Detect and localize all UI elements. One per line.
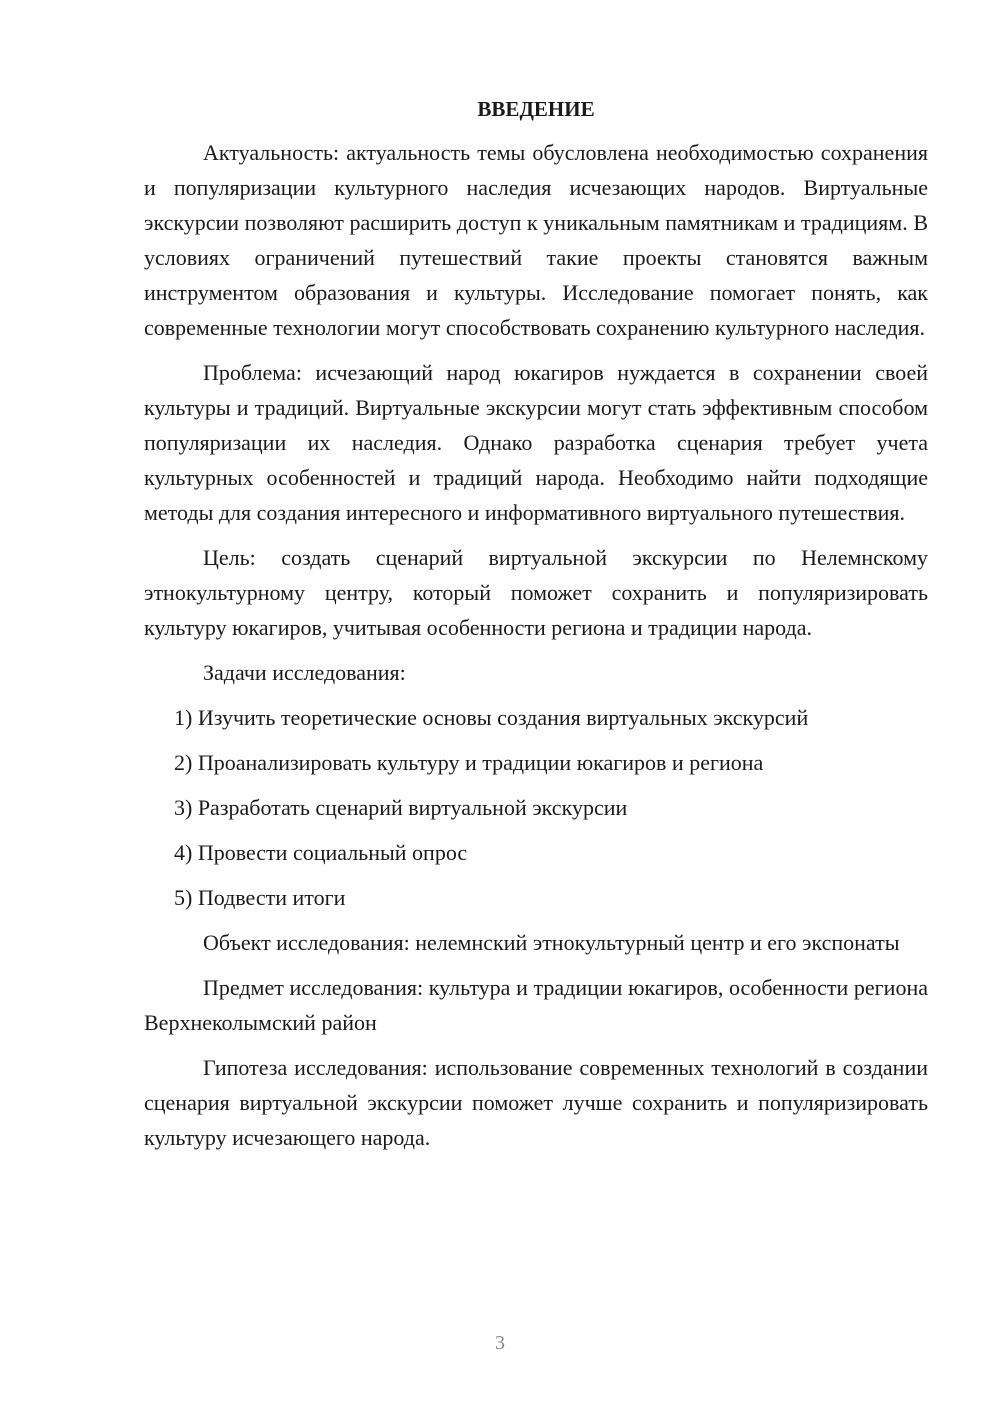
paragraph-object: Объект исследования: нелемнский этнокультурный центр и его экспонаты (203, 930, 900, 955)
section-heading: ВВЕДЕНИЕ (477, 97, 595, 121)
paragraph-hypothesis: Гипотеза исследования: использование современных технологий в создании сценария виртуальной экскурсии поможет лучше сохранить и популяризировать культуру исчезающего народа. (144, 1055, 928, 1150)
tasks-list (144, 700, 928, 915)
list-item: 4) Провести социальный опрос (174, 840, 468, 865)
paragraph-goal: Цель: создать сценарий виртуальной экскурсии по Нелемнскому этнокультурному центру, который поможет сохранить и популяризировать культуру юкагиров, учитывая особенности региона и традиции народа. (144, 545, 928, 640)
tasks-label: Задачи исследования: (203, 660, 406, 685)
paragraph-subject: Предмет исследования: культура и традиции юкагиров, особенности региона Верхнеколымский район (144, 975, 928, 1035)
list-item: 3) Разработать сценарий виртуальной экскурсии (174, 795, 628, 820)
list-item: 1) Изучить теоретические основы создания виртуальных экскурсий (174, 705, 809, 730)
page-number: 3 (495, 1332, 505, 1354)
list-item: 5) Подвести итоги (174, 885, 346, 910)
paragraph-problem: Проблема: исчезающий народ юкагиров нуждается в сохранении своей культуры и традиций. Виртуальные экскурсии могут стать эффективным способом популяризации их наследия. Однако разработка сценария требует учета культурных особенностей и традиций народа. Необходимо найти подходящие методы для создания интересного и информативного виртуального путешествия. (144, 360, 928, 525)
list-item: 2) Проанализировать культуру и традиции юкагиров и региона (174, 750, 764, 775)
paragraph-relevance: Актуальность: актуальность темы обусловлена необходимостью сохранения и популяризации культурного наследия исчезающих народов. Виртуальные экскурсии позволяют расширить доступ к уникальным памятникам и традициям. В условиях ограничений путешествий такие проекты становятся важным инструментом образования и культуры. Исследование помогает понять, как современные технологии могут способствовать сохранению культурного наследия. (144, 140, 928, 340)
document-page (144, 92, 928, 1155)
